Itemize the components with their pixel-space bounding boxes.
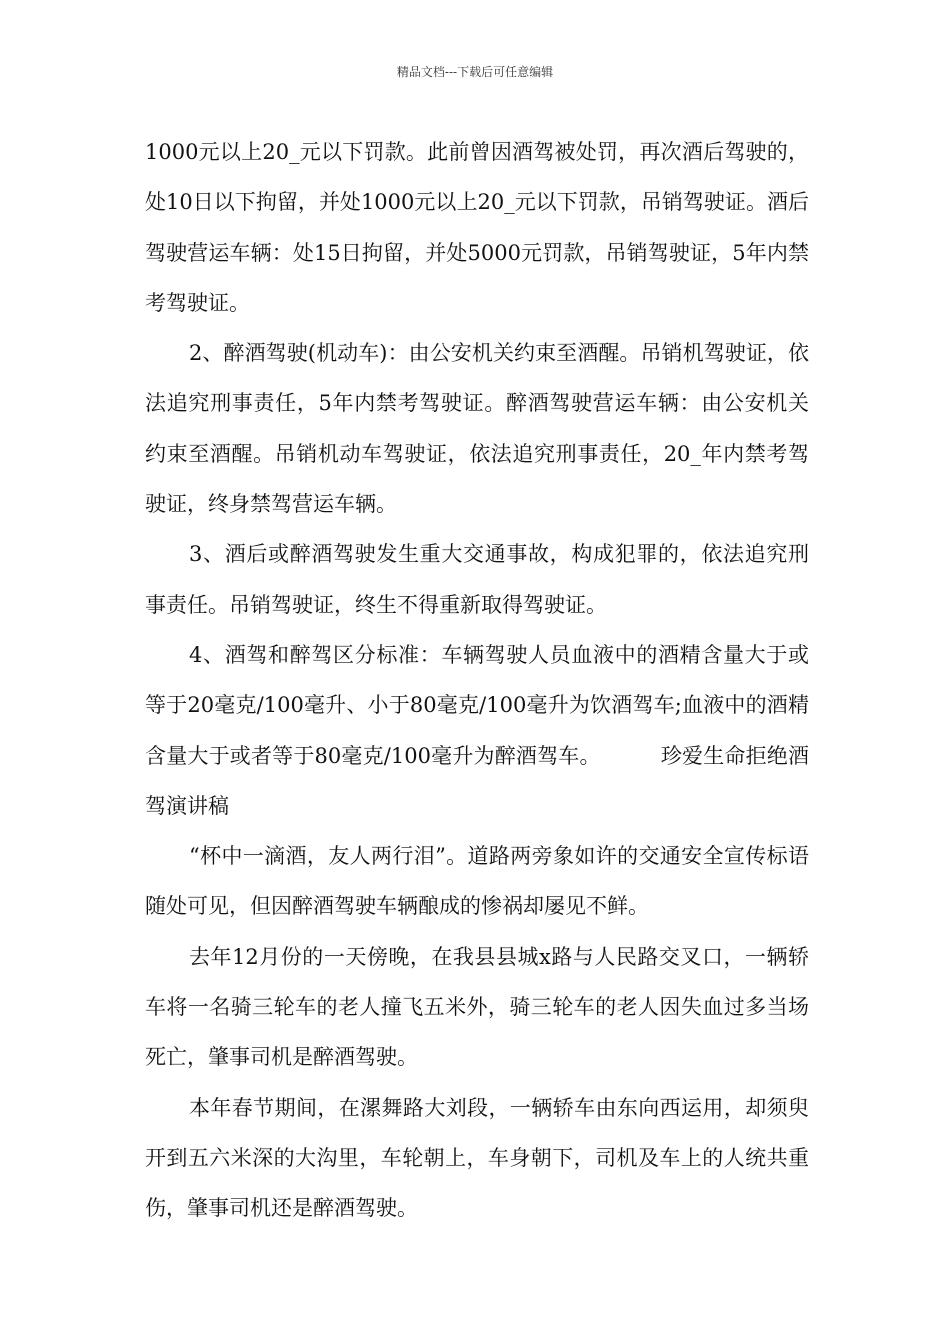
page-header: 精品文档---下载后可任意编辑 — [396, 65, 554, 79]
paragraph-item-4 — [145, 630, 809, 831]
paragraph-continuation: 1000元以上20_元以下罚款。此前曾因酒驾被处罚，再次酒后驾驶的，处10日以下拘留，并处1000元以上20_元以下罚款，吊销驾驶证。酒后驾驶营运车辆：处15日拘留，并处5000元罚款，吊销驾驶证，5年内禁考驾驶证。 — [145, 140, 809, 315]
paragraph-item-4-text: 4、酒驾和醉驾区分标准：车辆驾驶人员血液中的酒精含量大于或等于20毫克/100毫升、小于80毫克/100毫升为饮酒驾车;血液中的酒精含量大于或者等于80毫克/100毫升为醉酒驾车。 — [145, 642, 809, 768]
paragraph-item-2: 2、醉酒驾驶(机动车)：由公安机关约束至酒醒。吊销机驾驶证，依法追究刑事责任，5年内禁考驾驶证。醉酒驾驶营运车辆：由公安机关约束至酒醒。吊销机动车驾驶证，依法追究刑事责任，20_年内禁考驾驶证，终身禁驾营运车辆。 — [145, 341, 809, 517]
paragraph-item-3: 3、酒后或醉酒驾驶发生重大交通事故，构成犯罪的，依法追究刑事责任。吊销驾驶证，终生不得重新取得驾驶证。 — [145, 542, 809, 617]
paragraph-accident-1: 去年12月份的一天傍晚，在我县县城x路与人民路交叉口，一辆轿车将一名骑三轮车的老人撞飞五米外，骑三轮车的老人因失血过多当场死亡，肇事司机是醉酒驾驶。 — [145, 944, 809, 1070]
speech-title: 珍爱生命拒绝酒驾演讲稿 — [145, 743, 809, 818]
document-body — [145, 127, 809, 1234]
paragraph-accident-2: 本年春节期间，在漯舞路大刘段，一辆轿车由东向西运用，却须臾开到五六米深的大沟里，车轮朝上，车身朝下，司机及车上的人统共重伤，肇事司机还是醉酒驾驶。 — [145, 1095, 809, 1221]
paragraph-slogan: “杯中一滴酒，友人两行泪”。道路两旁象如许的交通安全宣传标语随处可见，但因醉酒驾驶车辆酿成的惨祸却屡见不鲜。 — [145, 844, 809, 919]
